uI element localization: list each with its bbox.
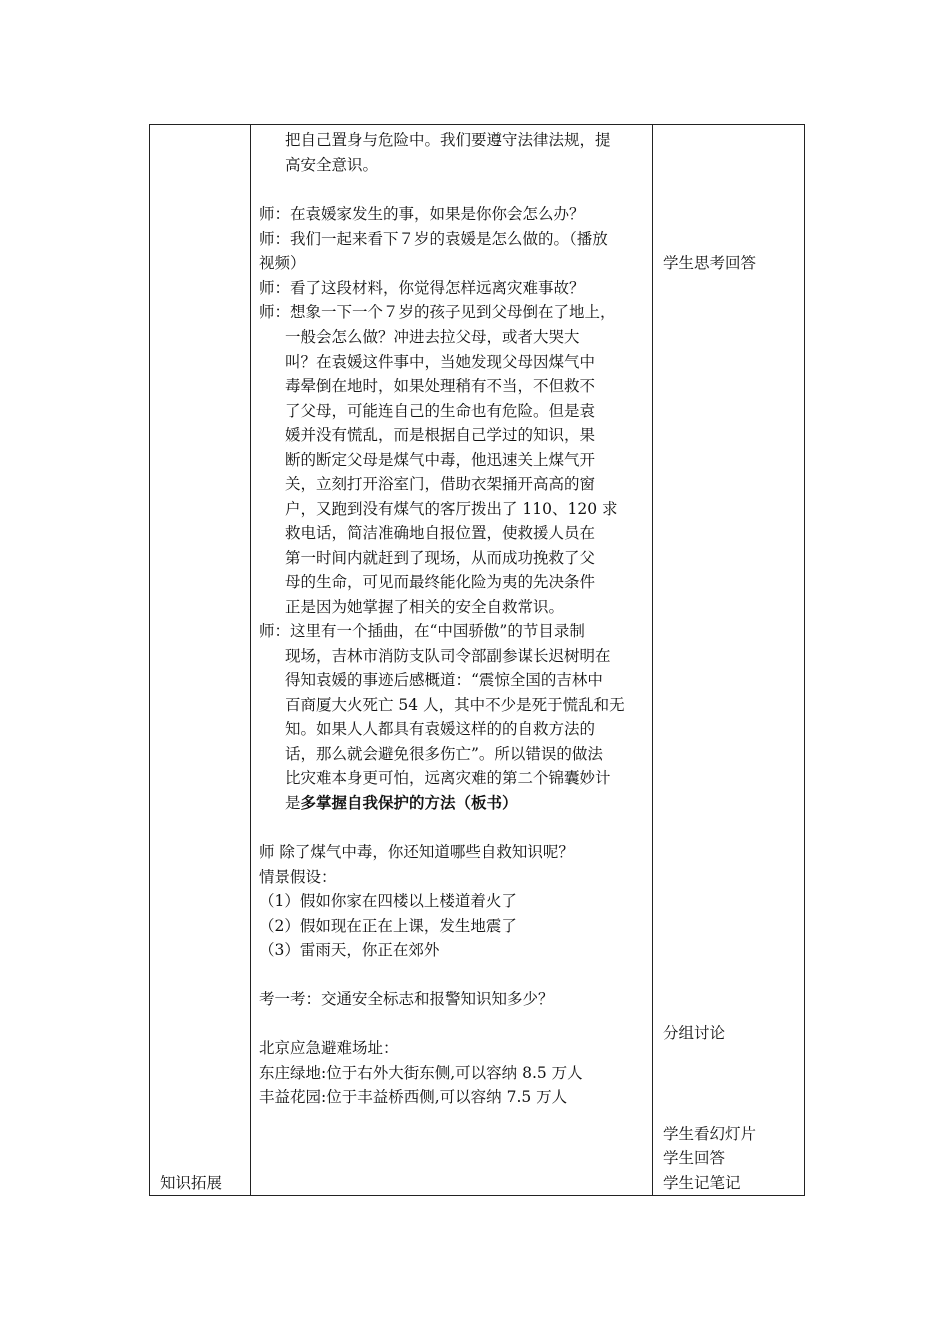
lesson-table <box>149 124 805 1196</box>
teacher-question: 师：在袁媛家发生的事，如果是你你会怎么办？ <box>259 205 585 223</box>
teacher-question: 师：看了这段材料，你觉得怎样远离灾难事故？ <box>259 279 585 297</box>
paragraph-line: 媛并没有慌乱，而是根据自己学过的知识，果 <box>285 426 596 444</box>
paragraph-line: 母的生命，可见而最终能化险为夷的先决条件 <box>285 573 596 591</box>
quiz-prompt: 考一考：交通安全标志和报警知识知多少？ <box>259 990 554 1008</box>
scenario-item: （2）假如现在正在上课，发生地震了 <box>259 917 517 935</box>
paragraph-line: 话，那么就会避免很多伤亡”。所以错误的做法 <box>285 745 603 763</box>
student-activity-cell <box>653 125 805 1195</box>
teacher-paragraph-first: 师：这里有一个插曲，在“中国骄傲”的节目录制 <box>259 622 585 640</box>
scenario-item: （1）假如你家在四楼以上楼道着火了 <box>259 892 517 910</box>
paragraph-line: 比灾难本身更可怕，远离灾难的第二个锦囊妙计 <box>285 769 611 787</box>
section-label-cell <box>150 125 250 1195</box>
intro-line: 高安全意识。 <box>285 156 379 174</box>
paragraph-line-with-emphasis <box>285 791 518 816</box>
section-label: 知识拓展 <box>160 1174 223 1192</box>
student-activity-note: 分组讨论 <box>663 1024 726 1042</box>
teacher-paragraph-first: 师：想象一下一个７岁的孩子见到父母倒在了地上， <box>259 303 616 321</box>
paragraph-line: 百商厦大火死亡 54 人，其中不少是死于慌乱和无 <box>285 696 625 714</box>
paragraph-line: 第一时间内就赶到了现场，从而成功挽救了父 <box>285 549 596 567</box>
paragraph-line: 了父母，可能连自己的生命也有危险。但是袁 <box>285 402 596 420</box>
scenario-heading: 情景假设： <box>259 868 337 886</box>
paragraph-line: 断的断定父母是煤气中毒，他迅速关上煤气开 <box>285 451 596 469</box>
paragraph-line: 正是因为她掌握了相关的安全自救常识。 <box>285 598 565 616</box>
board-writing-emphasis: 多掌握自我保护的方法（板书） <box>300 793 518 812</box>
paragraph-line: 知。如果人人都具有袁媛这样的的自救方法的 <box>285 720 596 738</box>
teaching-content-cell <box>251 125 652 1195</box>
paragraph-line: 关，立刻打开浴室门，借助衣架捅开高高的窗 <box>285 475 596 493</box>
intro-line: 把自己置身与危险中。我们要遵守法律法规，提 <box>285 131 611 149</box>
scenario-item: （3）雷雨天，你正在郊外 <box>259 941 440 959</box>
paragraph-line: 现场，吉林市消防支队司令部副参谋长迟树明在 <box>285 647 611 665</box>
teacher-question: 视频） <box>259 254 306 272</box>
paragraph-line: 一般会怎么做？冲进去拉父母，或者大哭大 <box>285 328 580 346</box>
student-activity-note: 学生思考回答 <box>663 254 757 272</box>
student-activity-note: 学生看幻灯片 <box>663 1125 757 1143</box>
teacher-question: 师：我们一起来看下７岁的袁媛是怎么做的。（播放 <box>259 230 608 248</box>
paragraph-line-prefix: 是 <box>285 794 301 812</box>
shelter-item: 丰益花园:位于丰益桥西侧,可以容纳 7.5 万人 <box>259 1088 568 1106</box>
paragraph-line: 户，又跑到没有煤气的客厅拨出了 110、120 求 <box>285 500 618 518</box>
shelter-heading: 北京应急避难场址： <box>259 1039 399 1057</box>
paragraph-line: 救电话，简洁准确地自报位置，使救援人员在 <box>285 524 596 542</box>
teacher-question: 师 除了煤气中毒，你还知道哪些自救知识呢？ <box>259 843 574 861</box>
paragraph-line: 叫？在袁媛这件事中，当她发现父母因煤气中 <box>285 353 596 371</box>
student-activity-note: 学生回答 <box>663 1149 726 1167</box>
shelter-item: 东庄绿地:位于右外大街东侧,可以容纳 8.5 万人 <box>259 1064 583 1082</box>
student-activity-note: 学生记笔记 <box>663 1174 741 1192</box>
paragraph-line: 得知袁媛的事迹后感概道：“震惊全国的吉林中 <box>285 671 603 689</box>
paragraph-line: 毒晕倒在地时，如果处理稍有不当，不但救不 <box>285 377 596 395</box>
